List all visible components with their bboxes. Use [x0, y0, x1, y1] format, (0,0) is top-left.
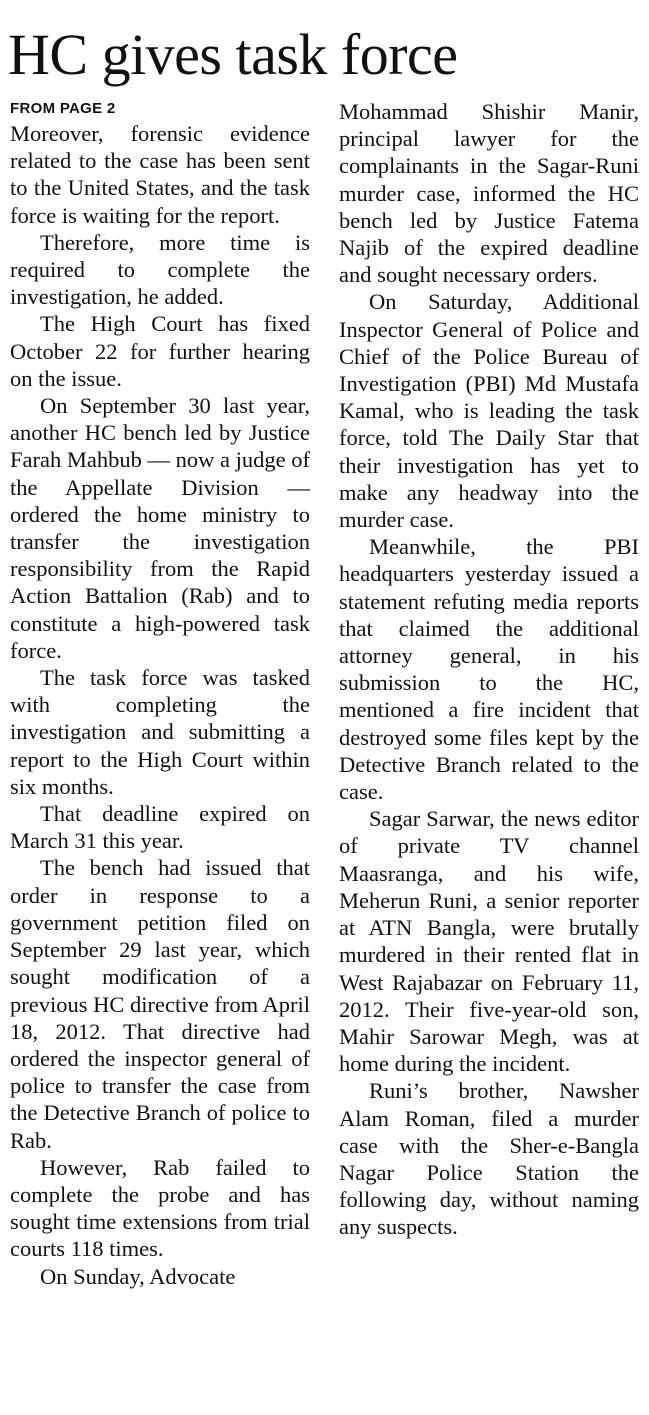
article-paragraph: Moreover, forensic evidence related to the case has been sent to the United States, and the task force is waiting for the report. [10, 121, 310, 228]
article-paragraph: On Saturday, Additional Inspector General of Police and Chief of the Police Bureau of Investigation (PBI) Md Mustafa Kamal, who is leading the task force, told The Daily Star that their investigation has yet to make any headway into the murder case. [339, 289, 639, 533]
jump-label: FROM PAGE 2 [10, 100, 116, 117]
article-paragraph: The bench had issued that order in response to a government petition filed on September 29 last year, which sought modification of a previous HC directive from April 18, 2012. That directive had ordered the inspector general of police to transfer the case from the Detective Branch of police to Rab. [10, 855, 310, 1153]
article-paragraph: On Sunday, Advocate [40, 1263, 236, 1289]
article-paragraph: Sagar Sarwar, the news editor of private TV channel Maasranga, and his wife, Meherun Runi, a senior reporter at ATN Bangla, were brutally murdered in their rented flat in West Rajabazar on February 11, 2012. Their five-year-old son, Mahir Sarowar Megh, was at home during the incident. [339, 806, 639, 1077]
article-paragraph: Meanwhile, the PBI headquarters yesterday issued a statement refuting media reports that claimed the additional attorney general, in his submission to the HC, mentioned a fire incident that destroyed some files kept by the Detective Branch related to the case. [339, 534, 639, 805]
article-paragraph: Therefore, more time is required to complete the investigation, he added. [10, 229, 310, 310]
article-column-right [339, 98, 639, 1241]
article-paragraph: The High Court has fixed October 22 for further hearing on the issue. [10, 311, 310, 391]
headline: HC gives task force [8, 22, 458, 87]
article-paragraph: Runi’s brother, Nawsher Alam Roman, filed a murder case with the Sher-e-Bangla Nagar Police Station the following day, without naming any suspects. [339, 1078, 639, 1240]
article-paragraph: On September 30 last year, another HC bench led by Justice Farah Mahbub — now a judge of the Appellate Division — ordered the home ministry to transfer the investigation responsibility from the Rapid Action Battalion (Rab) and to constitute a high-powered task force. [10, 393, 310, 663]
article-paragraph: That deadline expired on March 31 this year. [10, 801, 310, 854]
article-paragraph: However, Rab failed to complete the probe and has sought time extensions from trial courts 118 times. [10, 1154, 310, 1262]
article-paragraph: Mohammad Shishir Manir, principal lawyer for the complainants in the Sagar-Runi murder case, informed the HC bench led by Justice Fatema Najib of the expired deadline and sought necessary orders. [339, 99, 639, 288]
article-paragraph: The task force was tasked with completing the investigation and submitting a report to the High Court within six months. [10, 665, 310, 799]
article-column-left [10, 98, 310, 1290]
